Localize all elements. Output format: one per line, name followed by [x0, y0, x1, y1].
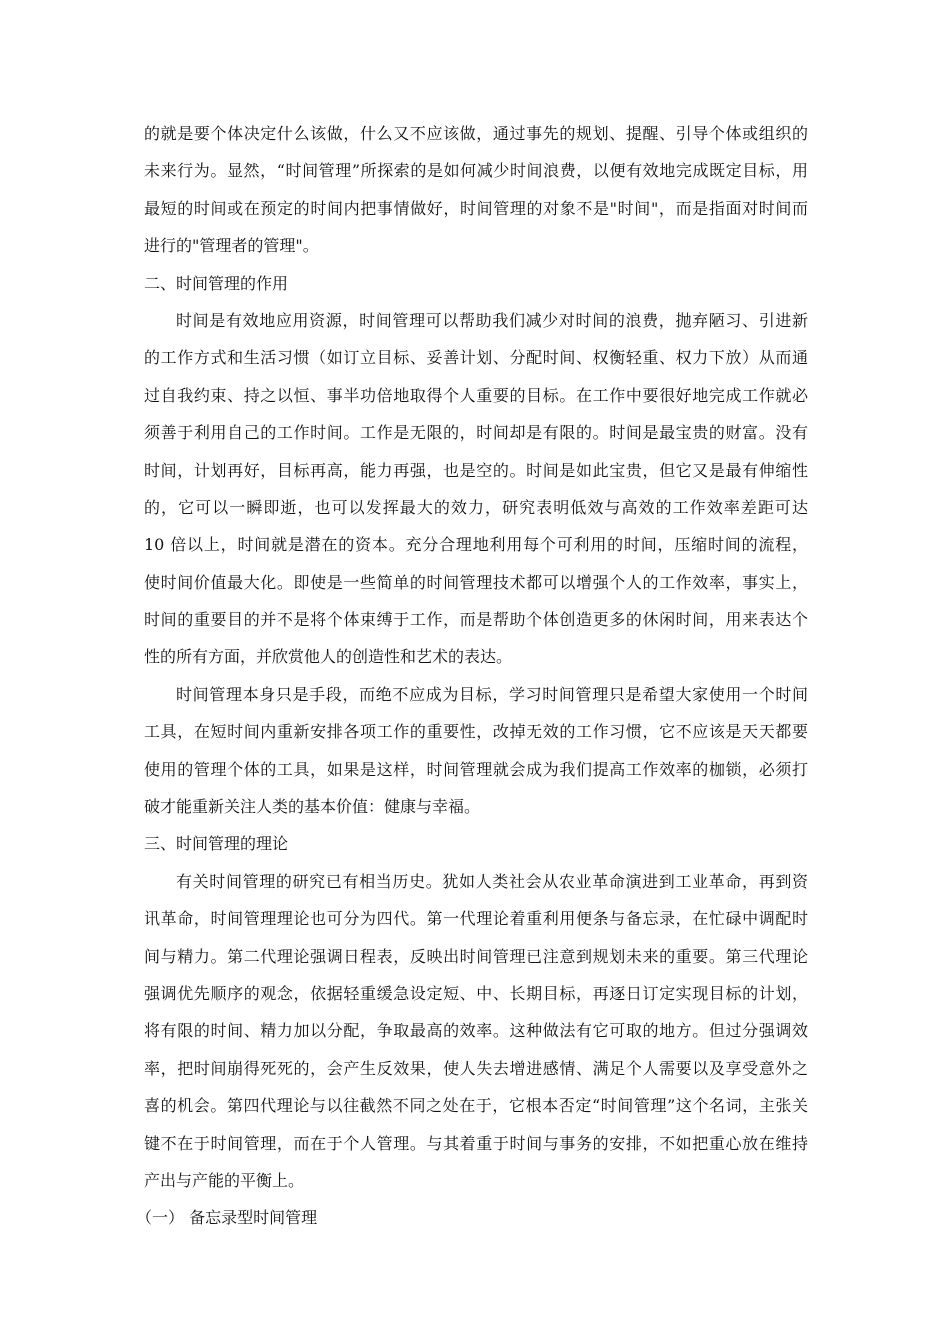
subsection-heading-memo: （一） 备忘录型时间管理	[136, 1208, 318, 1228]
text-line: 率，把时间崩得死死的，会产生反效果，使人失去增进感情、满足个人需要以及享受意外之	[144, 1058, 808, 1078]
text-line: 的，它可以一瞬即逝，也可以发挥最大的效力，研究表明低效与高效的工作效率差距可达	[144, 497, 808, 517]
text-line: 性的所有方面，并欣赏他人的创造性和艺术的表达。	[144, 647, 513, 667]
text-line: 10 倍以上，时间就是潜在的资本。充分合理地利用每个可利用的时间，压缩时间的流程，	[144, 535, 808, 555]
paragraph-means	[144, 676, 808, 826]
text-line: 将有限的时间、精力加以分配，争取最高的效率。这种做法有它可取的地方。但过分强调效	[144, 1021, 808, 1041]
section-heading-role: 二、时间管理的作用	[144, 273, 289, 293]
text-line: 的工作方式和生活习惯（如订立目标、妥善计划、分配时间、权衡轻重、权力下放）从而通	[144, 348, 808, 368]
text-line: 最短的时间或在预定的时间内把事情做好，时间管理的对象不是"时间"，而是指面对时间而	[144, 198, 808, 218]
text-line: 须善于利用自己的工作时间。工作是无限的，时间却是有限的。时间是最宝贵的财富。没有	[144, 423, 808, 443]
text-line: 喜的机会。第四代理论与以往截然不同之处在于，它根本否定“时间管理”这个名词，主张关	[144, 1096, 808, 1116]
text-line: 过自我约束、持之以恒、事半功倍地取得个人重要的目标。在工作中要很好地完成工作就必	[144, 385, 808, 405]
text-line: 强调优先顺序的观念，依据轻重缓急设定短、中、长期目标，再逐日订定实现目标的计划，	[144, 983, 808, 1003]
paragraph-definition	[144, 115, 808, 265]
text-line: 进行的"管理者的管理"。	[144, 236, 319, 256]
text-line: 时间，计划再好，目标再高，能力再强，也是空的。时间是如此宝贵，但它又是最有伸缩性	[144, 460, 808, 480]
text-line: 时间是有效地应用资源，时间管理可以帮助我们减少对时间的浪费，抛弃陋习、引进新	[176, 310, 808, 330]
text-line: 间与精力。第二代理论强调日程表，反映出时间管理已注意到规划未来的重要。第三代理论	[144, 946, 808, 966]
paragraph-theory	[144, 863, 808, 1200]
section-heading-theory: 三、时间管理的理论	[144, 834, 289, 854]
text-line: 有关时间管理的研究已有相当历史。犹如人类社会从农业革命演进到工业革命，再到资	[176, 871, 808, 891]
text-line: 破才能重新关注人类的基本价值：健康与幸福。	[144, 797, 481, 817]
text-line: 时间管理本身只是手段，而绝不应成为目标，学习时间管理只是希望大家使用一个时间	[176, 684, 808, 704]
text-line: 的就是要个体决定什么该做，什么又不应该做，通过事先的规划、提醒、引导个体或组织的	[144, 124, 808, 143]
document-body	[136, 115, 808, 1237]
paragraph-role	[144, 302, 808, 676]
text-line: 键不在于时间管理，而在于个人管理。与其着重于时间与事务的安排，不如把重心放在维持	[144, 1133, 808, 1153]
text-line: 使时间价值最大化。即使是一些简单的时间管理技术都可以增强个人的工作效率，事实上，	[144, 572, 808, 592]
text-line: 产出与产能的平衡上。	[144, 1170, 305, 1190]
text-line: 未来行为。显然，“时间管理”所探索的是如何减少时间浪费，以便有效地完成既定目标，用	[144, 161, 808, 181]
text-line: 使用的管理个体的工具，如果是这样，时间管理就会成为我们提高工作效率的枷锁，必须打	[144, 759, 808, 779]
text-line: 工具，在短时间内重新安排各项工作的重要性，改掉无效的工作习惯，它不应该是天天都要	[144, 722, 808, 742]
text-line: 时间的重要目的并不是将个体束缚于工作，而是帮助个体创造更多的休闲时间，用来表达个	[144, 610, 808, 630]
text-line: 讯革命，时间管理理论也可分为四代。第一代理论着重利用便条与备忘录，在忙碌中调配时	[144, 909, 808, 929]
